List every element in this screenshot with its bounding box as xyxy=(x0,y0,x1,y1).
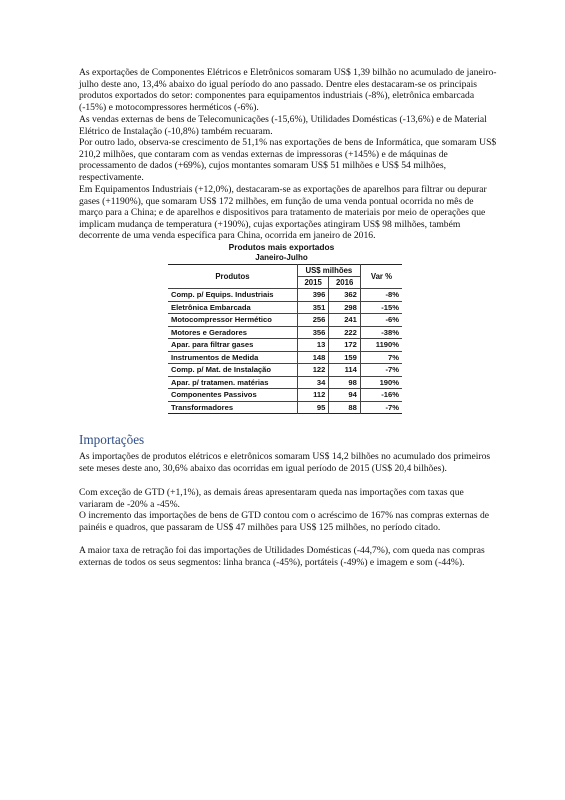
paragraph-telecom-exports: As vendas externas de bens de Telecomunicações (-15,6%), Utilidades Domésticas (-13,6%) e de Material Elétrico de Instalação (-10,8%) também recuaram. xyxy=(79,114,487,137)
cell-product: Motocompressor Hermético xyxy=(168,314,297,327)
cell-var: 7% xyxy=(360,351,402,364)
cell-product: Apar. para filtrar gases xyxy=(168,339,297,352)
table-row xyxy=(168,301,402,314)
table-title: Produtos mais exportados xyxy=(228,242,335,252)
table-row xyxy=(168,376,402,389)
cell-var: -7% xyxy=(360,364,402,377)
cell-2016: 222 xyxy=(329,326,361,339)
cell-2015: 122 xyxy=(297,364,329,377)
cell-2015: 396 xyxy=(297,289,329,302)
cell-2015: 351 xyxy=(297,301,329,314)
section-heading-imports: Importações xyxy=(79,432,145,447)
table-row xyxy=(168,339,402,352)
cell-2016: 172 xyxy=(329,339,361,352)
table-row xyxy=(168,364,402,377)
table-subtitle: Janeiro-Julho xyxy=(255,253,308,262)
cell-2015: 13 xyxy=(297,339,329,352)
table-row xyxy=(168,326,402,339)
cell-2015: 95 xyxy=(297,401,329,414)
paragraph-components-exports: As exportações de Componentes Elétricos e Eletrônicos somaram US$ 1,39 bilhão no acumulado de janeiro-julho deste ano, 13,4% abaixo do igual período do ano passado. Dentre eles destacaram-se os principais produtos exportados do setor: componentes para equipamentos industriais (-8%), eletrônica embarcada (-15%) e motocompressores herméticos (-6%). xyxy=(79,67,497,113)
cell-product: Comp. p/ Equips. Industriais xyxy=(168,289,297,302)
cell-product: Apar. p/ tratamen. matérias xyxy=(168,376,297,389)
cell-product: Transformadores xyxy=(168,401,297,414)
header-year-2015: 2015 xyxy=(297,277,329,289)
cell-var: -38% xyxy=(360,326,402,339)
paragraph-informatics-exports: Por outro lado, observa-se crescimento de 51,1% nas exportações de bens de Informática, que somaram US$ 210,2 milhões, que contaram com as vendas externas de impressoras (+145%) e de máquinas de processamento de dados (+69%), cujos montantes somaram US$ 51 milhões e US$ 54 milhões, respectivamente. xyxy=(79,137,497,183)
cell-var: -7% xyxy=(360,401,402,414)
cell-2016: 98 xyxy=(329,376,361,389)
header-year-2016: 2016 xyxy=(329,277,361,289)
cell-var: 190% xyxy=(360,376,402,389)
cell-2016: 114 xyxy=(329,364,361,377)
cell-var: -15% xyxy=(360,301,402,314)
cell-product: Componentes Passivos xyxy=(168,389,297,402)
exports-table-block xyxy=(168,242,402,414)
header-products: Produtos xyxy=(168,265,297,289)
cell-2015: 112 xyxy=(297,389,329,402)
header-var-percent: Var % xyxy=(360,265,402,289)
cell-2016: 88 xyxy=(329,401,361,414)
paragraph-imports-household: A maior taxa de retração foi das importações de Utilidades Domésticas (-44,7%), com queda nas compras externas de todos os seus segmentos: linha branca (-45%), portáteis (-49%) e imagem e som (-44%). xyxy=(79,545,485,568)
cell-var: -8% xyxy=(360,289,402,302)
paragraph-imports-gtd: Com exceção de GTD (+1,1%), as demais áreas apresentaram queda nas importações com taxas que variaram de -20% a -45%. xyxy=(79,487,464,510)
cell-var: 1190% xyxy=(360,339,402,352)
cell-var: -6% xyxy=(360,314,402,327)
cell-2016: 94 xyxy=(329,389,361,402)
cell-product: Motores e Geradores xyxy=(168,326,297,339)
cell-2015: 256 xyxy=(297,314,329,327)
cell-product: Comp. p/ Mat. de Instalação xyxy=(168,364,297,377)
cell-2016: 241 xyxy=(329,314,361,327)
cell-2015: 34 xyxy=(297,376,329,389)
cell-2015: 356 xyxy=(297,326,329,339)
cell-2016: 159 xyxy=(329,351,361,364)
table-row xyxy=(168,401,402,414)
paragraph-imports-total: As importações de produtos elétricos e eletrônicos somaram US$ 14,2 bilhões no acumulado dos primeiros sete meses deste ano, 30,6% abaixo das ocorridas em igual período de 2015 (US$ 20,4 bilhões). xyxy=(79,451,491,474)
table-row xyxy=(168,351,402,364)
paragraph-industrial-exports: Em Equipamentos Industriais (+12,0%), destacaram-se as exportações de aparelhos para filtrar ou depurar gases (+1190%), que somaram US$ 172 milhões, em função de uma venda pontual ocorrida no mês de março para a China; e de aparelhos e dispositivos para tratamento de materiais por meio de operações que implicam mudança de temperatura (+190%), cujas exportações atingiram US$ 98 milhões, também decorrente de uma venda específica para China, ocorrida em janeiro de 2016. xyxy=(79,184,487,242)
paragraph-imports-panels: O incremento das importações de bens de GTD contou com o acréscimo de 167% nas compras externas de painéis e quadros, que passaram de US$ 47 milhões para US$ 125 milhões, no período citado. xyxy=(79,510,489,533)
cell-product: Eletrônica Embarcada xyxy=(168,301,297,314)
table-row xyxy=(168,289,402,302)
cell-2016: 298 xyxy=(329,301,361,314)
cell-product: Instrumentos de Medida xyxy=(168,351,297,364)
header-usd-millions: US$ milhões xyxy=(297,265,360,277)
table-header-row xyxy=(168,265,402,277)
cell-2015: 148 xyxy=(297,351,329,364)
cell-2016: 362 xyxy=(329,289,361,302)
cell-var: -16% xyxy=(360,389,402,402)
exports-table xyxy=(168,264,402,414)
table-row xyxy=(168,314,402,327)
table-row xyxy=(168,389,402,402)
